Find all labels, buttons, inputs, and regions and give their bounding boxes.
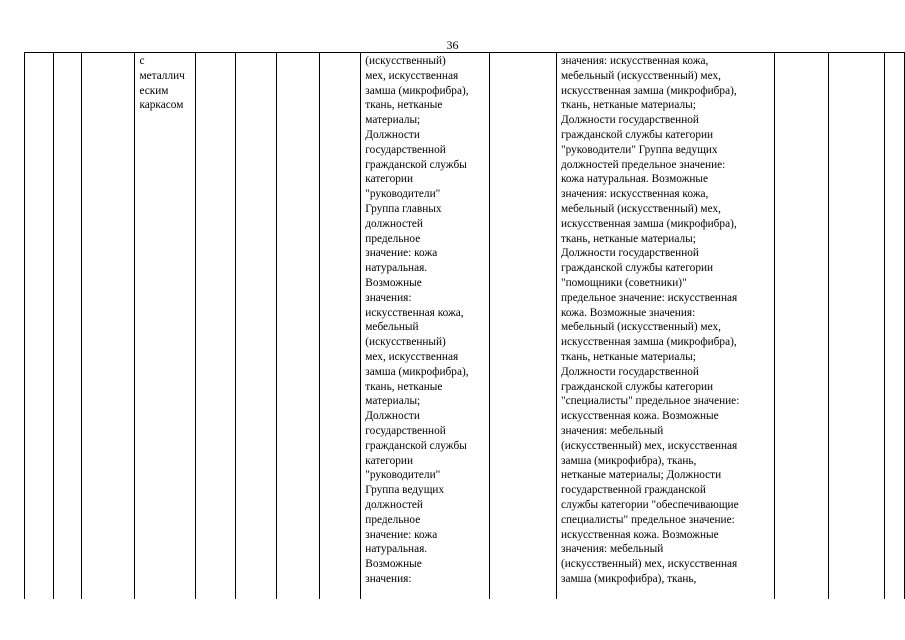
cell-line: мех, искусственная	[365, 69, 459, 82]
cell-line: ткань, нетканые	[365, 99, 443, 112]
table-cell	[320, 53, 361, 600]
cell-line: натуральная.	[365, 262, 428, 275]
cell-line: замша (микрофибра), ткань,	[561, 454, 697, 467]
cell-line: Должности государственной	[561, 247, 699, 260]
cell-line: гражданской службы категории	[561, 262, 714, 275]
cell-line: Группа ведущих	[365, 484, 445, 497]
cell-line: с	[139, 55, 145, 67]
cell-line: должностей	[365, 498, 423, 511]
table-cell	[828, 53, 885, 600]
cell-line: предельное	[365, 232, 421, 245]
cell-line: значения:	[365, 572, 412, 585]
cell-line: кожа. Возможные значения:	[561, 306, 696, 319]
cell-line: категории	[365, 173, 414, 186]
cell-line: замша (микрофибра),	[365, 84, 469, 97]
cell-line: ткань, нетканые материалы;	[561, 232, 696, 245]
table-cell	[135, 53, 196, 600]
cell-line: (искусственный)	[365, 336, 446, 349]
cell-line: ткань, нетканые	[365, 380, 443, 393]
cell-line: "руководители" Группа ведущих	[561, 143, 718, 156]
cell-line: мебельный	[365, 321, 419, 334]
table-cell	[54, 53, 81, 600]
cell-line: материалы;	[365, 395, 421, 408]
continuation-table	[24, 52, 905, 599]
cell-line: предельное значение: искусственная	[561, 291, 738, 304]
cell-line: Должности государственной	[561, 114, 699, 127]
cell-line: "помощники (советники)"	[561, 276, 687, 289]
cell-line: мебельный (искусственный) мех,	[561, 321, 721, 334]
cell-line: "специалисты" предельное значение:	[561, 395, 740, 408]
cell-line: замша (микрофибра),	[365, 365, 469, 378]
cell-line: значения:	[365, 291, 412, 304]
cell-line: искусственная замша (микрофибра),	[561, 217, 737, 230]
cell-line: службы категории "обеспечивающие	[561, 498, 739, 511]
cell-line: государственной	[365, 143, 446, 156]
page-number: 36	[446, 38, 459, 52]
cell-line: еским	[139, 84, 169, 97]
cell-line: искусственная кожа,	[365, 306, 464, 319]
cell-line: искусственная замша (микрофибра),	[561, 336, 737, 349]
table-cell	[489, 53, 556, 600]
cell-line: натуральная.	[365, 543, 428, 556]
cell-line: гражданской службы	[365, 439, 467, 452]
cell-line: (искусственный) мех, искусственная	[561, 558, 738, 571]
cell-line: "руководители"	[365, 188, 441, 201]
cell-line: материалы;	[365, 114, 421, 127]
cell-line: ткань, нетканые материалы;	[561, 350, 696, 363]
cell-line: Должности	[365, 410, 420, 423]
table-cell	[775, 53, 829, 600]
table-cell	[25, 53, 54, 600]
cell-line: Должности	[365, 128, 420, 141]
table-cell	[81, 53, 135, 600]
cell-line: значения: мебельный	[561, 543, 664, 556]
cell-line: каркасом	[139, 99, 184, 112]
table-cell	[236, 53, 277, 600]
cell-line: (искусственный)	[365, 55, 446, 67]
cell-line: значение: кожа	[365, 247, 438, 260]
table-cell	[557, 53, 775, 600]
cell-line: государственной	[365, 424, 446, 437]
cell-line: искусственная замша (микрофибра),	[561, 84, 737, 97]
cell-line: искусственная кожа. Возможные	[561, 528, 719, 541]
cell-line: категории	[365, 454, 414, 467]
cell-line: государственной гражданской	[561, 484, 706, 497]
cell-line: ткань, нетканые материалы;	[561, 99, 696, 112]
cell-line: гражданской службы категории	[561, 128, 714, 141]
cell-line: искусственная кожа. Возможные	[561, 410, 719, 423]
cell-line: Возможные	[365, 276, 422, 289]
cell-line: металлич	[139, 69, 185, 82]
table-row	[25, 53, 905, 600]
cell-line: "руководители"	[365, 469, 441, 482]
cell-line: мебельный (искусственный) мех,	[561, 202, 721, 215]
cell-line: должностей	[365, 217, 423, 230]
cell-line: Должности государственной	[561, 365, 699, 378]
cell-line: гражданской службы категории	[561, 380, 714, 393]
cell-line: Группа главных	[365, 202, 442, 215]
table-cell	[196, 53, 236, 600]
cell-line: значения: мебельный	[561, 424, 664, 437]
cell-line: кожа натуральная. Возможные	[561, 173, 709, 186]
cell-line: должностей предельное значение:	[561, 158, 726, 171]
cell-line: специалисты" предельное значение:	[561, 513, 735, 526]
table-cell	[277, 53, 320, 600]
cell-line: мех, искусственная	[365, 350, 459, 363]
cell-line: Возможные	[365, 558, 422, 571]
cell-line: предельное	[365, 513, 421, 526]
cell-line: значения: искусственная кожа,	[561, 188, 709, 201]
cell-line: значения: искусственная кожа,	[561, 55, 709, 67]
table-cell	[361, 53, 490, 600]
cell-line: замша (микрофибра), ткань,	[561, 572, 697, 585]
cell-line: гражданской службы	[365, 158, 467, 171]
cell-line: (искусственный) мех, искусственная	[561, 439, 738, 452]
cell-line: мебельный (искусственный) мех,	[561, 69, 721, 82]
cell-line: значение: кожа	[365, 528, 438, 541]
table-cell	[885, 53, 905, 600]
cell-line: нетканые материалы; Должности	[561, 469, 722, 482]
